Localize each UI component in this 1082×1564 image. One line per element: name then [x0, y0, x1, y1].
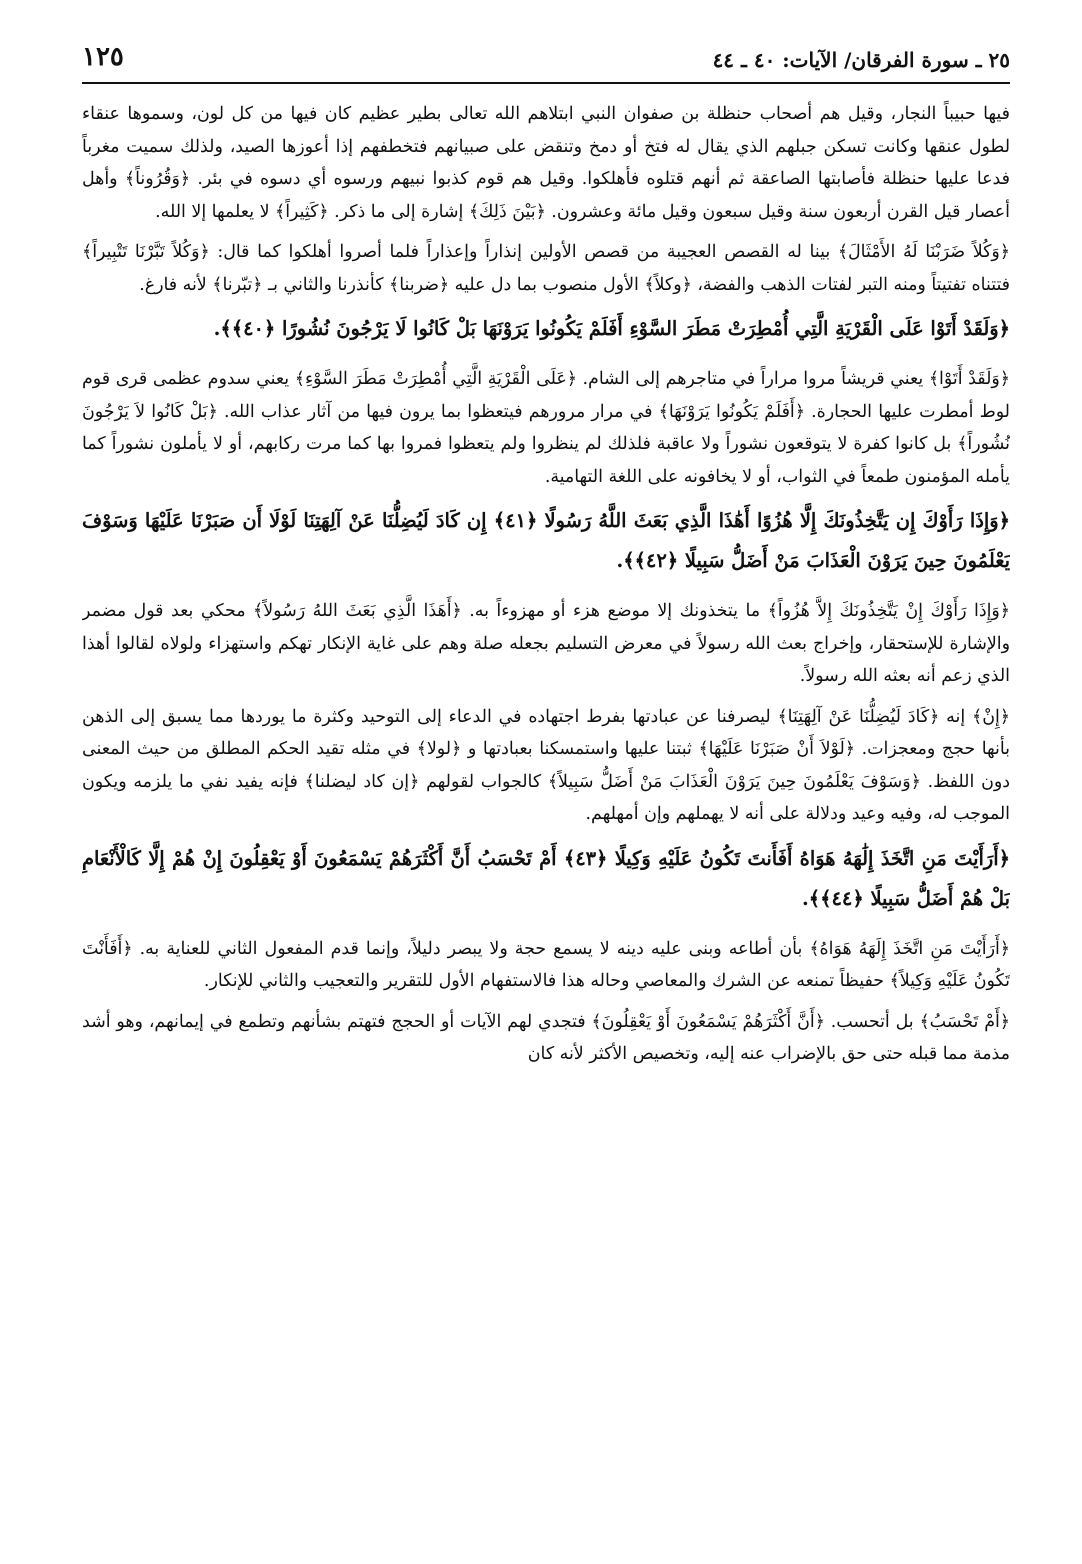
quran-verse: ﴿وَلَقَدْ أَتَوْا عَلَى الْقَرْيَةِ الَّتِي أُمْطِرَتْ مَطَرَ السَّوْءِ أَفَلَمْ يَكُونُوا يَرَوْنَهَا بَلْ كَانُوا لَا يَرْجُونَ نُشُورًا ﴿٤٠﴾﴾. [213, 317, 1010, 340]
commentary-paragraph: ﴿أَمْ تَحْسَبُ﴾ بل أتحسب. ﴿أَنَّ أَكْثَرَهُمْ يَسْمَعُونَ أَوْ يَعْقِلُونَ﴾ فتجدي لهم الآيات أو الحجج فتهتم بشأنهم وتطمع في إيمانهم، وهو أشد مذمة مما قبله حتى حق بالإضراب عنه إليه، وتخصيص الأكثر لأنه كان [82, 1011, 1010, 1064]
quran-verse: ﴿وَإِذَا رَأَوْكَ إِن يَتَّخِذُونَكَ إِلَّا هُزُوًا أَهَٰذَا الَّذِي بَعَثَ اللَّهُ رَسُولًا ﴿٤١﴾ إِن كَادَ لَيُضِلُّنَا عَنْ آلِهَتِنَا لَوْلَا أَن صَبَرْنَا عَلَيْهَا وَسَوْفَ يَعْلَمُونَ حِينَ يَرَوْنَ الْعَذَابَ مَنْ أَضَلُّ سَبِيلًا ﴿٤٢﴾﴾. [82, 509, 1010, 572]
page-number: ١٢٥ [82, 42, 124, 72]
commentary-paragraph: ﴿وَإِذَا رَأَوْكَ إِنْ يَتَّخِذُونَكَ إِلاَّ هُزُواً﴾ ما يتخذونك إلا موضع هزء أو مهزوءاً به. ﴿أَهَذَا الَّذِي بَعَثَ اللهُ رَسُولاً﴾ محكي بعد قول مضمر والإشارة للإستحقار، وإخراج بعث الله رسولاً في معرض التسليم بجعله صلة وهم على غاية الإنكار تهكم واستهزاء ولولاه لقالوا أهذا الذي زعم أنه بعثه الله رسولاً. [82, 601, 1010, 686]
commentary-paragraph: ﴿أَرَأَيْتَ مَنِ اتَّخَذَ إِلَهَهُ هَوَاهُ﴾ بأن أطاعه وبنى عليه دينه لا يسمع حجة ولا يبصر دليلاً، وإنما قدم المفعول الثاني للعناية به. ﴿أَفَأَنْتَ تَكُونُ عَلَيْهِ وَكِيلاً﴾ حفيظاً تمنعه عن الشرك والمعاصي وحاله هذا فالاستفهام الأول للتقرير والتعجيب والثاني للإنكار. [82, 938, 1010, 991]
running-head: ٢٥ ـ سورة الفرقان/ الآيات: ٤٠ ـ ٤٤ [712, 48, 1010, 72]
commentary-paragraph: فيها حبيباً النجار، وقيل هم أصحاب حنظلة بن صفوان النبي ابتلاهم الله تعالى بطير عظيم كان فيها من كل لون، وسموها عنقاء لطول عنقها وكانت تسكن جبلهم الذي يقال له فتخ أو دمخ وتنقض على صبيانهم فتخطفهم إذا أعوزها الصيد، ولذلك سميت مغرباً فدعا عليها حنظلة فأصابتها الصاعقة ثم أنهم قتلوه فأهلكوا. وقيل هم قوم كذبوا نبيهم ورسوه أي دسوه في بئر. ﴿وَقُرُوناً﴾ وأهل أعصار قيل القرن أربعون سنة وقيل سبعون وقيل مائة وعشرون. ﴿بَيْنَ ذَلِكَ﴾ إشارة إلى ما ذكر. ﴿كَثِيراً﴾ لا يعلمها إلا الله. [82, 104, 1010, 222]
commentary-paragraph: ﴿وَلَقَدْ أَتَوْا﴾ يعني قريشاً مروا مراراً في متاجرهم إلى الشام. ﴿عَلَى الْقَرْيَةِ الَّتِي أُمْطِرَتْ مَطَرَ السَّوْءِ﴾ يعني سدوم عظمى قرى قوم لوط أمطرت عليها الحجارة. ﴿أَفَلَمْ يَكُونُوا يَرَوْنَهَا﴾ في مرار مرورهم فيتعظوا بما يرون فيها من آثار عذاب الله. ﴿بَلْ كَانُوا لاَ يَرْجُونَ نُشُوراً﴾ بل كانوا كفرة لا يتوقعون نشوراً ولا عاقبة فلذلك لم ينظروا ولم يتعظوا فمروا بها كما مرت ركابهم، أو لا يأملون نشوراً كما يأمله المؤمنون طمعاً في الثواب، أو لا يخافونه على اللغة التهامية. [82, 369, 1010, 487]
commentary-paragraph: ﴿إِنْ﴾ إنه ﴿كَادَ لَيُضِلُّنَا عَنْ آلِهَتِنَا﴾ ليصرفنا عن عبادتها بفرط اجتهاده في الدعاء إلى التوحيد وكثرة ما يوردها مما يسبق إلى الذهن بأنها حجج ومعجزات. ﴿لَوْلاَ أَنْ صَبَرْنَا عَلَيْهَا﴾ ثبتنا عليها واستمسكنا بعبادتها و ﴿لولا﴾ في مثله تقيد الحكم المطلق من حيث المعنى دون اللفظ. ﴿وَسَوْفَ يَعْلَمُونَ حِينَ يَرَوْنَ الْعَذَابَ مَنْ أَضَلُّ سَبِيلاً﴾ كالجواب لقولهم ﴿إن كاد ليضلنا﴾ فإنه يفيد نفي ما يلزمه ويكون الموجب له، وفيه وعيد ودلالة على أنه لا يهملهم وإن أمهلهم. [82, 706, 1010, 824]
quran-verse: ﴿أَرَأَيْتَ مَنِ اتَّخَذَ إِلَٰهَهُ هَوَاهُ أَفَأَنتَ تَكُونُ عَلَيْهِ وَكِيلًا ﴿٤٣﴾ أَمْ تَحْسَبُ أَنَّ أَكْثَرَهُمْ يَسْمَعُونَ أَوْ يَعْقِلُونَ إِنْ هُمْ إِلَّا كَالْأَنْعَامِ بَلْ هُمْ أَضَلُّ سَبِيلًا ﴿٤٤﴾﴾. [82, 846, 1010, 910]
commentary-paragraph: ﴿وَكُلاً ضَرَبْنَا لَهُ الأَمْثَالَ﴾ بينا له القصص العجيبة من قصص الأولين إنذاراً وإعذاراً فلما أصروا أهلكوا كما قال: ﴿وَكُلاً تَبَّرْنَا تَتْبِيراً﴾ فتتناه تفتيتاً ومنه التبر لفتات الذهب والفضة، ﴿وكلاً﴾ الأول منصوب بما دل عليه ﴿ضربنا﴾ كأنذرنا والثاني بـ ﴿تبّرنا﴾ لأنه فارغ. [82, 242, 1010, 295]
page-header [82, 42, 1010, 84]
page-body [82, 98, 1010, 1554]
